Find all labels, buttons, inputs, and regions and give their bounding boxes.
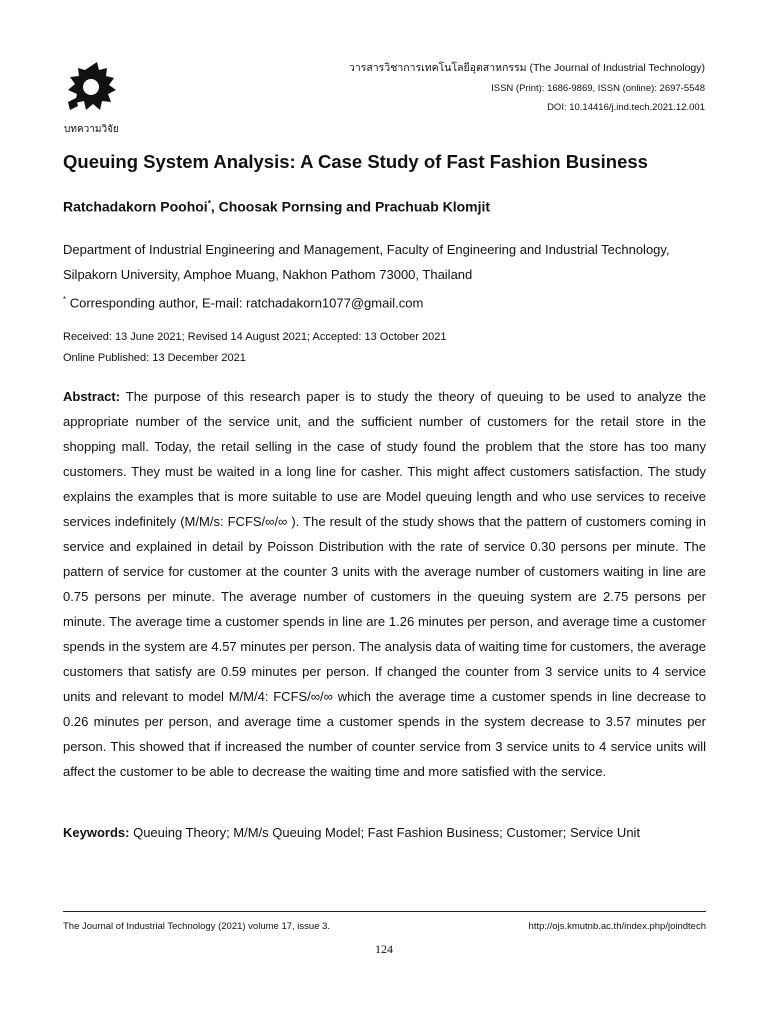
other-authors: , Choosak Pornsing and Prachuab Klomjit <box>210 198 491 215</box>
footer-divider <box>63 911 706 912</box>
corresponding-mark: * <box>207 199 211 208</box>
published-date: Online Published: 13 December 2021 <box>63 352 246 364</box>
corresponding-author <box>63 287 713 315</box>
article-dates <box>63 327 446 369</box>
abstract <box>63 384 706 784</box>
doi-line: DOI: 10.14416/j.ind.tech.2021.12.001 <box>547 102 705 113</box>
journal-name: วารสารวิชาการเทคโนโลยีอุตสาหกรรม (The Journal of Industrial Technology) <box>348 62 705 74</box>
corresponding-star: * <box>63 295 67 304</box>
article-type-label: บทความวิจัย <box>64 124 119 135</box>
journal-logo <box>64 60 118 134</box>
first-author: Ratchadakorn Poohoi <box>63 198 208 215</box>
abstract-text: The purpose of this research paper is to study the theory of queuing to be used to analyze the appropriate number of the service unit, and the sufficient number of customers for the retail store in the shopping mall. Today, the retail selling in the case of study found the problem that the store has too many customers. They must be waited in a long line for casher. This might affect customers satisfaction. The study explains the examples that is more suitable to use are Model queuing length and who use services to receive services indefinitely (M/M/s: FCFS/∞/∞ ). The result of the study shows that the pattern of customers coming in service and explained in detail by Poisson Distribution with the rate of service 0.30 persons per minute. The pattern of service for customer at the counter 3 units with the average number of customers waiting in line are 0.75 persons per minute. The average number of customers in the queuing system are 2.75 persons per minute. The average time a customer spends in line are 1.26 minutes per person, and average time a customer spends in the system are 4.57 minutes per person. The analysis data of waiting time for customers, the average customers that satisfy are 0.59 minutes per person. If changed the counter from 3 service units to 4 service units and relevant to model M/M/4: FCFS/∞/∞ which the average time a customer spends in line decrease to 0.26 minutes per person, and average time a customer spends in the system decrease to 3.57 minutes per person. This showed that if increased the number of counter service from 3 service units to 4 service units will affect the customer to be able to decrease the waiting time and more satisfied with the service. <box>63 389 706 779</box>
footer-url[interactable]: http://ojs.kmutnb.ac.th/index.php/joindtech <box>528 921 706 932</box>
footer-citation: The Journal of Industrial Technology (2021) volume 17, issue 3. <box>63 921 331 932</box>
keywords-label: Keywords: <box>63 825 130 840</box>
gear-logo-icon <box>64 60 118 116</box>
page-number: 124 <box>375 942 393 956</box>
author-list <box>63 194 490 217</box>
paper-title: Queuing System Analysis: A Case Study of Fast Fashion Business <box>63 151 648 172</box>
keywords-text: Queuing Theory; M/M/s Queuing Model; Fast Fashion Business; Customer; Service Unit <box>129 825 641 840</box>
issn-line: ISSN (Print): 1686-9869, ISSN (online): 2697-5548 <box>491 83 705 94</box>
affiliation-line: Silpakorn University, Amphoe Muang, Nakhon Pathom 73000, Thailand <box>63 267 473 282</box>
journal-header <box>349 62 705 114</box>
received-dates: Received: 13 June 2021; Revised 14 August 2021; Accepted: 13 October 2021 <box>63 331 447 343</box>
abstract-label: Abstract: <box>63 389 121 404</box>
corresponding-email: Corresponding author, E-mail: ratchadakorn1077@gmail.com <box>66 295 424 311</box>
affiliation-line: Department of Industrial Engineering and Management, Faculty of Engineering and Industrial Technology, <box>63 242 670 257</box>
keywords <box>63 822 706 844</box>
affiliation <box>63 237 713 315</box>
